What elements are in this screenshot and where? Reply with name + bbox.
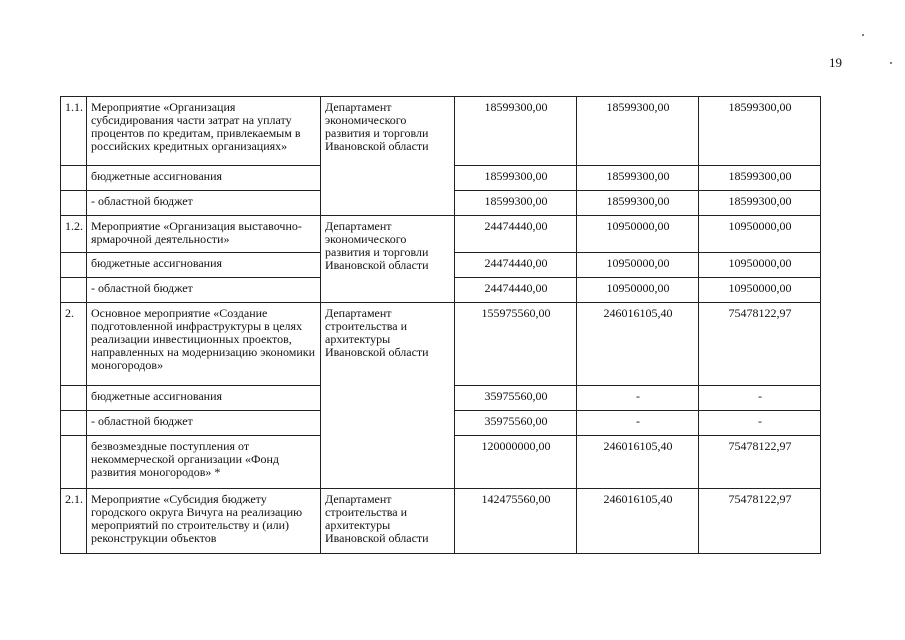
row-number bbox=[61, 278, 87, 303]
row-number bbox=[61, 386, 87, 411]
value-year-2: 10950000,00 bbox=[577, 253, 699, 278]
department-cell: Департамент строительства и архитектуры Ивановской области bbox=[321, 303, 455, 489]
value-year-3: 10950000,00 bbox=[699, 253, 821, 278]
page-number: 19 bbox=[829, 55, 842, 70]
budget-table bbox=[60, 96, 821, 554]
value-year-2: 18599300,00 bbox=[577, 191, 699, 216]
measure-name: Мероприятие «Организация выставочно-ярмарочной деятельности» bbox=[87, 216, 321, 253]
value-year-1: 35975560,00 bbox=[455, 411, 577, 436]
value-year-3: - bbox=[699, 386, 821, 411]
value-year-2: 10950000,00 bbox=[577, 216, 699, 253]
row-number: 2.1. bbox=[61, 489, 87, 554]
table-row bbox=[61, 489, 821, 554]
value-year-2: - bbox=[577, 411, 699, 436]
row-number: 2. bbox=[61, 303, 87, 386]
value-year-3: 18599300,00 bbox=[699, 97, 821, 166]
row-number bbox=[61, 253, 87, 278]
value-year-2: 18599300,00 bbox=[577, 166, 699, 191]
value-year-3: 75478122,97 bbox=[699, 436, 821, 489]
value-year-3: 18599300,00 bbox=[699, 191, 821, 216]
row-number bbox=[61, 436, 87, 489]
department-cell: Департамент экономического развития и торговли Ивановской области bbox=[321, 216, 455, 303]
value-year-1: 142475560,00 bbox=[455, 489, 577, 554]
value-year-1: 18599300,00 bbox=[455, 191, 577, 216]
value-year-1: 24474440,00 bbox=[455, 253, 577, 278]
value-year-3: 75478122,97 bbox=[699, 489, 821, 554]
value-year-2: 246016105,40 bbox=[577, 436, 699, 489]
funding-type: бюджетные ассигнования bbox=[87, 386, 321, 411]
value-year-2: - bbox=[577, 386, 699, 411]
scan-speck bbox=[890, 62, 892, 64]
value-year-3: 10950000,00 bbox=[699, 278, 821, 303]
funding-type: - областной бюджет bbox=[87, 278, 321, 303]
value-year-2: 18599300,00 bbox=[577, 97, 699, 166]
scan-speck bbox=[862, 34, 864, 36]
row-number: 1.1. bbox=[61, 97, 87, 166]
department-cell: Департамент строительства и архитектуры Ивановской области bbox=[321, 489, 455, 554]
department-cell: Департамент экономического развития и торговли Ивановской области bbox=[321, 97, 455, 216]
measure-name: Мероприятие «Субсидия бюджету городского округа Вичуга на реализацию мероприятий по строительству и (или) реконструкции объектов bbox=[87, 489, 321, 554]
value-year-2: 10950000,00 bbox=[577, 278, 699, 303]
value-year-1: 35975560,00 bbox=[455, 386, 577, 411]
row-number bbox=[61, 411, 87, 436]
value-year-1: 155975560,00 bbox=[455, 303, 577, 386]
value-year-1: 18599300,00 bbox=[455, 166, 577, 191]
measure-name: Основное мероприятие «Создание подготовленной инфраструктуры в целях реализации инвестиционных проектов, направленных на модернизацию экономики моногородов» bbox=[87, 303, 321, 386]
value-year-1: 120000000,00 bbox=[455, 436, 577, 489]
table-row bbox=[61, 303, 821, 386]
value-year-2: 246016105,40 bbox=[577, 489, 699, 554]
row-number: 1.2. bbox=[61, 216, 87, 253]
table-row bbox=[61, 97, 821, 166]
table-row bbox=[61, 216, 821, 253]
funding-type: - областной бюджет bbox=[87, 191, 321, 216]
value-year-3: 75478122,97 bbox=[699, 303, 821, 386]
funding-type: бюджетные ассигнования bbox=[87, 253, 321, 278]
funding-type: - областной бюджет bbox=[87, 411, 321, 436]
value-year-1: 24474440,00 bbox=[455, 278, 577, 303]
value-year-3: 18599300,00 bbox=[699, 166, 821, 191]
value-year-3: - bbox=[699, 411, 821, 436]
row-number bbox=[61, 191, 87, 216]
row-number bbox=[61, 166, 87, 191]
value-year-1: 24474440,00 bbox=[455, 216, 577, 253]
measure-name: Мероприятие «Организация субсидирования части затрат на уплату процентов по кредитам, привлекаемым в российских кредитных организациях» bbox=[87, 97, 321, 166]
value-year-3: 10950000,00 bbox=[699, 216, 821, 253]
funding-type: безвозмездные поступления от некоммерческой организации «Фонд развития моногородов» * bbox=[87, 436, 321, 489]
value-year-2: 246016105,40 bbox=[577, 303, 699, 386]
funding-type: бюджетные ассигнования bbox=[87, 166, 321, 191]
value-year-1: 18599300,00 bbox=[455, 97, 577, 166]
